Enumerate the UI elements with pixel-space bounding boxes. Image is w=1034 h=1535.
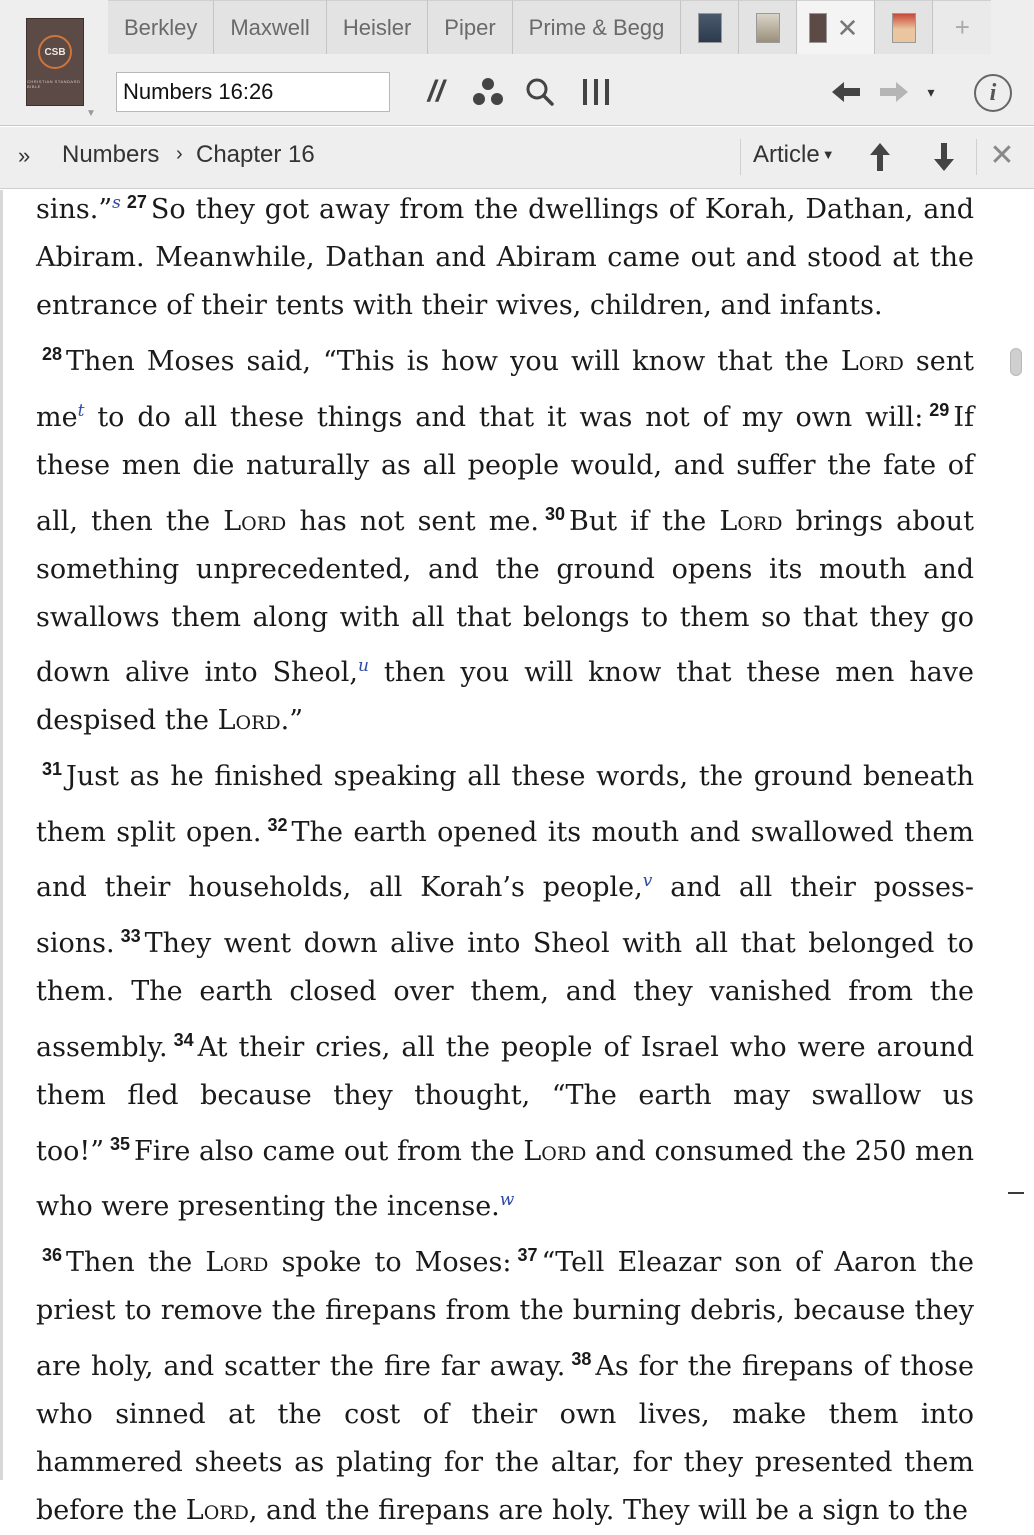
- tab-label: Berkley: [124, 14, 198, 40]
- verse-text: brings about something unprecedented, and the ground opens its mouth and swallows them along with all that belongs to them so that they go down alive into Sheol,: [36, 506, 974, 688]
- verse-text: If these men die naturally as all people would, and suffer the fate of all, then the: [36, 402, 974, 537]
- verse-text: Fire also came out from the: [134, 1136, 515, 1167]
- paragraph: [36, 330, 974, 745]
- view-mode-dropdown[interactable]: [753, 141, 835, 169]
- verse-text: Then the: [66, 1247, 193, 1278]
- tab-piper[interactable]: [428, 0, 512, 54]
- verse-number[interactable]: 28: [42, 344, 63, 364]
- verse-number[interactable]: 34: [173, 1030, 194, 1050]
- verse-number[interactable]: 30: [544, 504, 565, 524]
- verse-text: So they got away from the dwellings of Korah, Dathan, and Abiram. Meanwhile, Dathan and Abiram came out and stood at the entrance of their tents with their wives, children, and infants.: [36, 194, 974, 321]
- footnote-marker[interactable]: u: [357, 656, 369, 676]
- divine-name: Lord: [223, 506, 287, 537]
- tab-book-thumbnail-3[interactable]: [875, 0, 933, 54]
- dropdown-caret-icon: ▼: [821, 147, 835, 162]
- divider: [740, 139, 741, 175]
- csb-logo-text: CSB: [44, 46, 66, 58]
- expand-sidebar-icon[interactable]: »: [18, 143, 31, 168]
- book-thumbnail: [756, 13, 780, 43]
- app-toolbar: [0, 0, 1034, 126]
- verse-text: As for the firepans of those who sinned at the cost of their own lives, make them into hammered sheets as plating for the altar, for they presented them before the: [36, 1351, 974, 1526]
- tab-book-thumbnail-1[interactable]: [681, 0, 739, 54]
- paragraph: [36, 745, 974, 1231]
- verse-text: spoke to Moses:: [281, 1247, 512, 1278]
- verse-number[interactable]: 32: [267, 815, 288, 835]
- parallel-resources-icon[interactable]: //: [427, 75, 445, 108]
- pane-edge: [0, 190, 3, 1480]
- cover-subtitle: CHRISTIAN STANDARD BIBLE: [27, 79, 81, 89]
- verse-text: Then Moses said, “This is how you will know that the: [66, 346, 829, 377]
- divine-name: Lord: [217, 705, 281, 736]
- verse-number[interactable]: 35: [110, 1134, 131, 1154]
- verse-text: The earth opened its mouth and swallowed them and their households, all Korah’s people,: [36, 817, 974, 903]
- search-icon[interactable]: [520, 74, 560, 110]
- verse-number[interactable]: 31: [42, 759, 63, 779]
- reference-input[interactable]: [116, 72, 390, 112]
- divine-name: Lord: [840, 346, 904, 377]
- tab-prime-begg[interactable]: [513, 0, 682, 54]
- book-thumbnail: [809, 13, 826, 43]
- verse-number[interactable]: 37: [517, 1245, 538, 1265]
- tab-label: Piper: [444, 14, 496, 40]
- scrollbar-marker: [1008, 1192, 1024, 1194]
- scrollbar-thumb[interactable]: [1010, 348, 1022, 376]
- divine-name: Lord: [523, 1136, 587, 1167]
- cover-menu-caret-icon[interactable]: ▼: [86, 108, 96, 119]
- verse-text: Just as he finished speaking all these words, the ground beneath them split open.: [36, 761, 974, 848]
- verse-text: At their cries, all the people of Israel who were around them fled because they thought, “The earth may swallow us too!”: [36, 1032, 974, 1167]
- verse-text: sins.”: [36, 194, 113, 225]
- resource-cover-button[interactable]: [26, 18, 84, 106]
- paragraph: [36, 178, 974, 330]
- verse-text: and all their possessions.: [36, 872, 974, 959]
- info-icon[interactable]: i: [974, 74, 1012, 112]
- verse-number[interactable]: 36: [42, 1245, 63, 1265]
- tab-csb-active[interactable]: [797, 0, 875, 54]
- tab-heisler[interactable]: [327, 0, 428, 54]
- new-tab-button[interactable]: +: [933, 0, 991, 54]
- book-thumbnail: [892, 13, 916, 43]
- tab-strip: [108, 0, 991, 54]
- verse-text: to do all these things and that it was not of my own will:: [97, 402, 924, 433]
- verse-number[interactable]: 38: [571, 1349, 592, 1369]
- divine-name: Lord: [205, 1247, 269, 1278]
- divine-name: Lord: [719, 506, 783, 537]
- csb-logo: [38, 35, 72, 69]
- footnote-marker[interactable]: w: [499, 1190, 515, 1210]
- verse-text: “Tell Eleazar son of Aaron the priest to remove the firepans from the burning debris, because they are holy, and scatter the fire far away.: [36, 1247, 974, 1382]
- columns-icon[interactable]: [576, 74, 616, 110]
- tab-maxwell[interactable]: [214, 0, 326, 54]
- next-section-arrow-icon[interactable]: [926, 139, 962, 175]
- breadcrumb-separator-icon: ›: [176, 143, 183, 165]
- tab-label: Prime & Begg: [528, 14, 665, 40]
- breadcrumb-book[interactable]: Numbers: [62, 141, 160, 168]
- footnote-marker[interactable]: s: [112, 193, 121, 213]
- footnote-marker[interactable]: t: [77, 401, 85, 421]
- tab-berkley[interactable]: [108, 0, 214, 54]
- close-tab-icon[interactable]: ✕: [836, 12, 859, 43]
- paragraph: [36, 1231, 974, 1535]
- verse-number[interactable]: 33: [120, 926, 141, 946]
- history-dropdown-icon[interactable]: ▾: [927, 83, 935, 100]
- breadcrumb-chapter[interactable]: Chapter 16: [196, 141, 315, 168]
- view-mode-label: Article: [753, 141, 820, 168]
- forward-arrow-icon[interactable]: [874, 74, 914, 110]
- divider: [976, 139, 977, 175]
- verse-text: .”: [280, 705, 303, 736]
- back-arrow-icon[interactable]: [826, 74, 866, 110]
- verse-text: has not sent me.: [299, 506, 539, 537]
- bible-text-pane: [36, 178, 974, 1526]
- tab-label: Maxwell: [230, 14, 310, 40]
- verse-text: sent me: [36, 346, 974, 433]
- visual-filters-icon[interactable]: [468, 74, 508, 110]
- tab-book-thumbnail-2[interactable]: [739, 0, 797, 54]
- book-thumbnail: [698, 13, 722, 43]
- verse-text: and consumed the 250 men who were presenting the incense.: [36, 1136, 974, 1222]
- previous-section-arrow-icon[interactable]: [862, 139, 898, 175]
- verse-text: then you will know that these men have despised the: [36, 657, 974, 736]
- verse-number[interactable]: 27: [126, 192, 147, 212]
- tab-label: Heisler: [342, 14, 412, 40]
- footnote-marker[interactable]: v: [642, 871, 653, 891]
- verse-number[interactable]: 29: [929, 400, 950, 420]
- divine-name: Lord: [185, 1495, 249, 1526]
- verse-text: But if the: [569, 506, 707, 537]
- verse-text: They went down alive into Sheol with all that belonged to them. The earth closed over them, and they vanished from the assembly.: [36, 928, 974, 1063]
- close-bar-icon[interactable]: ✕: [989, 138, 1015, 172]
- verse-text: , and the firepans are holy. They will be a sign to the: [248, 1495, 968, 1526]
